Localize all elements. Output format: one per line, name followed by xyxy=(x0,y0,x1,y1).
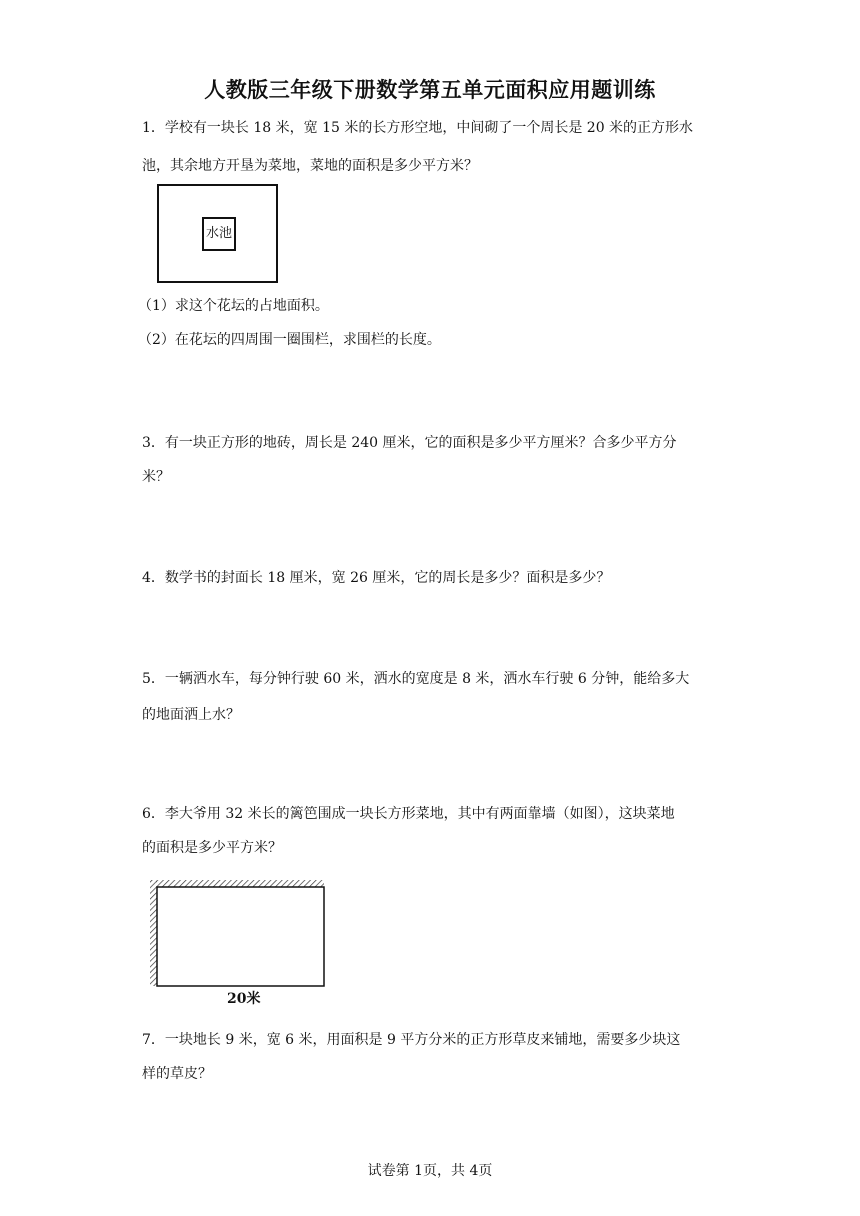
page-footer: 试卷第 1页，共 4页 xyxy=(367,1163,493,1179)
question-1-line-1: 1．学校有一块长 18 米，宽 15 米的长方形空地，中间砌了一个周长是 20 米的正方形水 xyxy=(142,120,694,136)
question-6-line-2: 的面积是多少平方米？ xyxy=(142,840,282,856)
pool-label: 水池 xyxy=(202,217,236,251)
field-with-pool-figure xyxy=(157,184,278,283)
question-7-line-1: 7．一块地长 9 米，宽 6 米，用面积是 9 平方分米的正方形草皮来铺地，需要多少块这 xyxy=(142,1032,681,1048)
question-5-line-2: 的地面洒上水？ xyxy=(142,707,240,723)
question-3-line-2: 米？ xyxy=(142,469,170,485)
plot-length-label: 20米 xyxy=(227,991,261,1007)
question-3-line-1: 3．有一块正方形的地砖，周长是 240 厘米，它的面积是多少平方厘米？合多少平方分 xyxy=(142,435,677,451)
question-5-line-1: 5．一辆洒水车，每分钟行驶 60 米，洒水的宽度是 8 米，洒水车行驶 6 分钟，能给多大 xyxy=(142,671,690,687)
page-title: 人教版三年级下册数学第五单元面积应用题训练 xyxy=(204,78,656,102)
left-wall-hatching xyxy=(150,880,157,986)
question-1-line-2: 池，其余地方开垦为菜地，菜地的面积是多少平方米？ xyxy=(142,158,478,174)
question-1-sub-1: （1）求这个花坛的占地面积。 xyxy=(138,298,329,314)
vegetable-plot-against-walls-figure xyxy=(148,878,328,990)
question-1-sub-2: （2）在花坛的四周围一圈围栏，求围栏的长度。 xyxy=(138,332,441,348)
question-7-line-2: 样的草皮？ xyxy=(142,1066,212,1082)
plot-rectangle xyxy=(157,887,324,986)
question-4-line-1: 4．数学书的封面长 18 厘米，宽 26 厘米，它的周长是多少？面积是多少？ xyxy=(142,570,611,586)
question-6-line-1: 6．李大爷用 32 米长的篱笆围成一块长方形菜地，其中有两面靠墙（如图），这块菜地 xyxy=(142,806,675,822)
top-wall-hatching xyxy=(156,880,324,887)
